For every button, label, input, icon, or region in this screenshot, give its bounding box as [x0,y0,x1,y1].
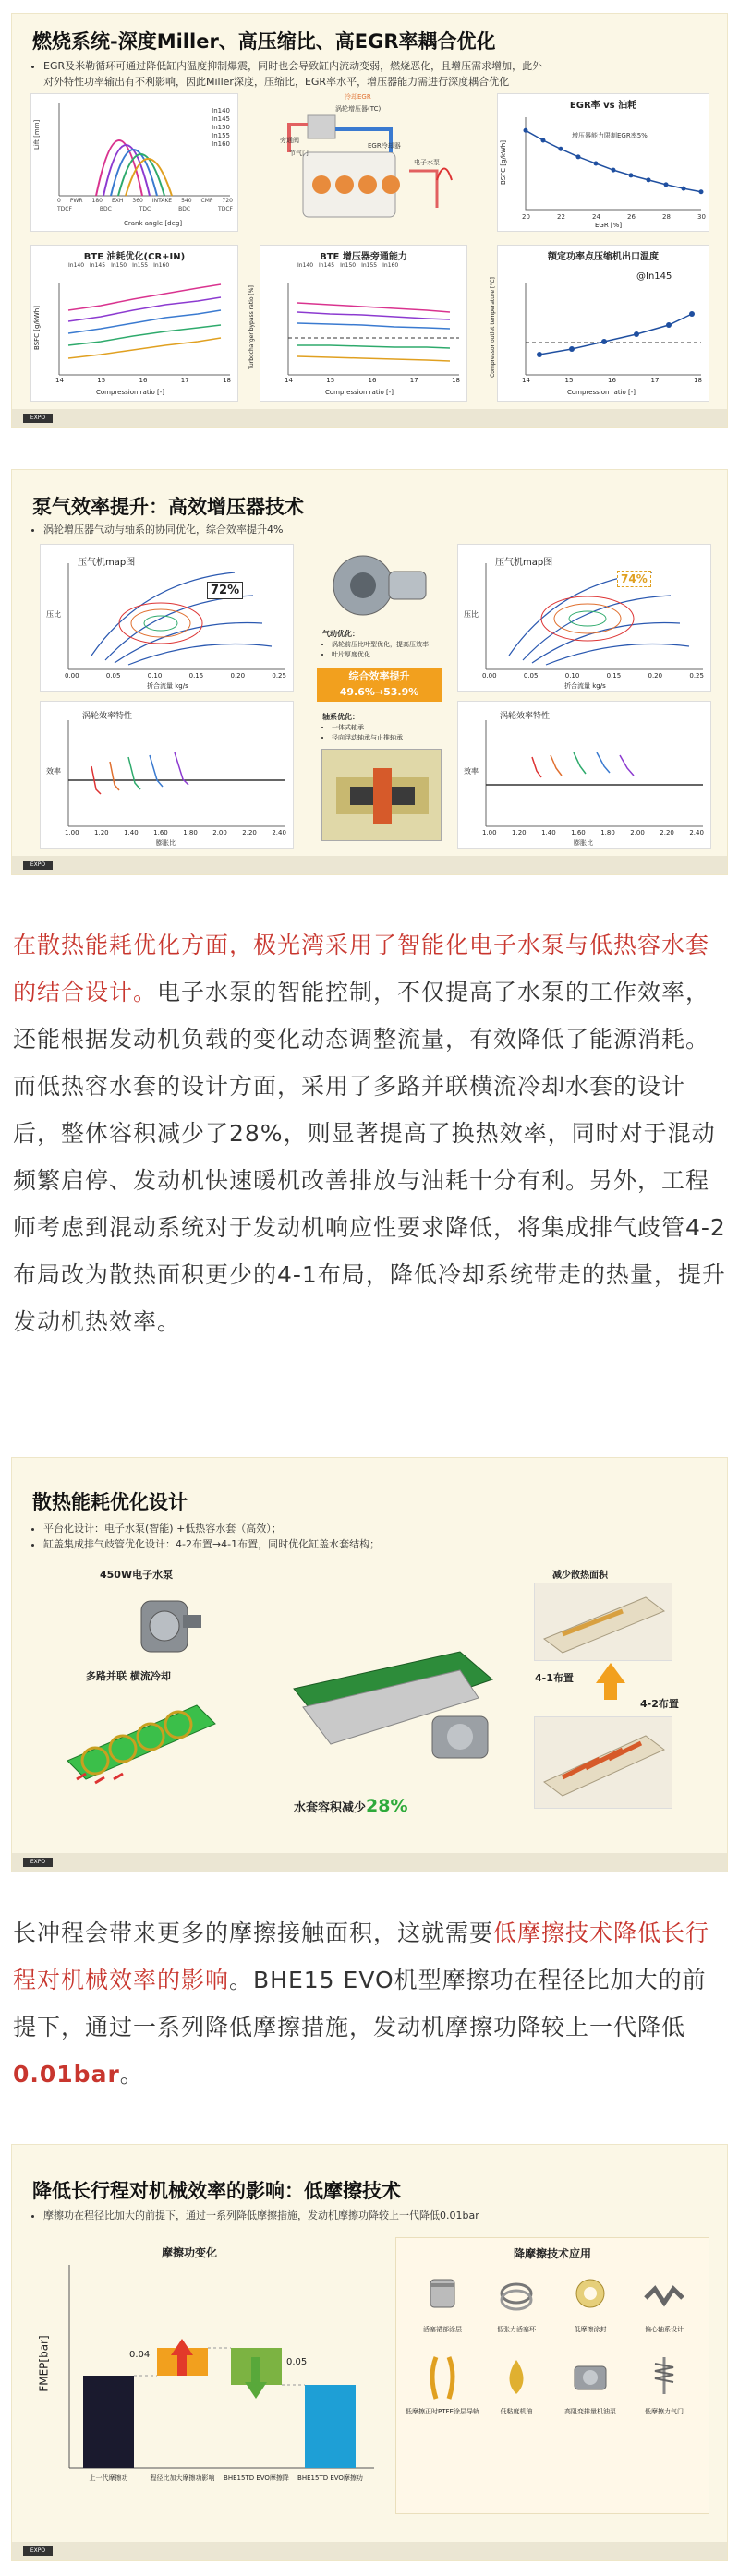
layout-41-image [534,1583,672,1661]
egr-data-point [629,173,634,177]
bearing-image [321,749,442,841]
tech-label: 高阻变排量机油泵 [564,2408,616,2415]
paragraph-text: 长冲程会带来更多的摩擦接触面积，这就需要 [13,1920,494,1946]
tick: 16 [139,377,148,384]
piston-ring-icon [493,2270,539,2321]
category-label: 程径比加大摩擦功影响 [150,2474,215,2482]
layout-41-label: 4-1布置 [535,1672,574,1684]
tick: 16 [368,377,377,384]
egr-data-point [594,162,599,166]
bearing-item: • 一体式轴承 [332,723,452,733]
tick: 2.00 [212,829,227,837]
engine-label: EGR冷却器 [368,142,401,150]
egr-data-point [664,182,669,187]
water-jacket-image [58,1687,224,1798]
y-axis-label: 压比 [46,610,61,619]
aero-item: • 叶片厚度优化 [332,650,452,660]
category-label: BHE15TD EVO摩擦降 [224,2474,289,2482]
turbocharger-svg [317,544,437,627]
slide-footer [12,2542,727,2560]
eff-title: 涡轮效率特性 [82,712,133,721]
chart-title: EGR率 vs 油耗 [569,101,637,111]
tick: 16 [608,377,616,384]
bearing-svg [322,750,442,842]
tech-label: 低摩擦正时PTFE涂层导轨 [406,2408,479,2415]
tick: 14 [522,377,530,384]
egr-data-point [541,138,546,143]
valve-subticks [57,206,233,212]
egr-data-point [682,187,686,191]
paragraph-highlight: 在散热能耗优化方面，极光湾采用了智能化电子水泵与低热容水套的结合设计。 [13,932,710,1005]
legend-item: In160 [212,140,230,148]
tick: 0.15 [188,672,204,680]
category-label: BHE15TD EVO摩擦功 [297,2474,363,2482]
tech-label: 偏心轴系设计 [645,2326,684,2333]
x-axis-label: Compression ratio [-] [567,389,636,396]
x-axis-label: 膨胀比 [156,839,176,847]
cylinder-head-svg [275,1633,506,1781]
tick: 17 [180,377,189,384]
legend-item: In150 [111,262,127,269]
tick: EXH [111,198,124,204]
x-axis-label: Compression ratio [-] [96,389,164,396]
tick: BDC [178,206,191,212]
y-axis-label: Turbocharger bypass ratio [%] [248,285,255,369]
electric-pump-svg [132,1583,206,1666]
valve-spring-icon [641,2353,687,2403]
egr-data-point [699,189,704,194]
tick: 0.05 [105,672,121,680]
x-axis-label: 折合流量 kg/s [564,682,606,690]
slide-footer [12,856,727,874]
volume-text: 水套容积减少 [294,1801,367,1815]
turbine-eff-left [40,701,294,849]
tick: 0.10 [564,672,580,680]
highlight-title: 综合效率提升 [348,670,410,682]
valve-legend [212,107,230,149]
rated-xticks [522,377,702,384]
volume-value: 28% [366,1796,408,1816]
legend-item: In150 [340,262,357,269]
tick: 1.80 [600,829,615,837]
egr-line-svg [498,94,710,233]
bullet-item: • 平台化设计：电子水泵(智能) +低热容水套（高效）； [43,1521,380,1536]
bar-prev-gen [83,2376,134,2468]
egr-tick-label: 22 [557,213,565,221]
slide-footer [12,1853,727,1872]
pump-label: 450W电子水泵 [100,1569,174,1581]
tech-label: 低张力活塞环 [497,2326,536,2333]
bullet-item: • 缸盖集成排气歧管优化设计：4-2布置→4-1布置，同时优化缸盖水套结构； [43,1536,380,1552]
tick: 1.40 [124,829,139,837]
tech-item [479,2353,553,2416]
jacket-label: 多路并联 横流冷却 [86,1670,171,1682]
friction-tech-panel [395,2237,709,2514]
tick: INTAKE [151,198,173,204]
cylinder-head-image [275,1633,506,1781]
tick: 1.00 [482,829,497,837]
engine-label: 旁通阀 [280,137,299,144]
legend-item: In145 [319,262,335,269]
volume-label [294,1796,408,1816]
y-axis-label: FMEP[bar] [37,2335,51,2392]
tick: 0.20 [648,672,663,680]
timing-guide-icon [419,2353,466,2403]
bullet-item: 对外特性功率输出有不利影响，因此Miller深度，压缩比，EGR率水平，增压器能力需进行深度耦合优化 [43,76,510,88]
piston-icon [419,2270,466,2321]
bearing-title: 轴系优化： [322,713,359,721]
bearing-list [332,723,452,743]
article-paragraph [13,1909,726,2098]
tick: 0.10 [147,672,163,680]
egr-data-point [647,177,651,182]
tick: 1.40 [541,829,556,837]
tech-title: 降摩擦技术应用 [513,2247,591,2260]
y-axis-label: Compressor outlet temperature [°C] [489,277,496,378]
bar-evo-result [305,2385,356,2468]
map-xticks [482,672,704,680]
tech-item [627,2353,701,2416]
egr-tick-label: 24 [592,213,600,221]
down-value: 0.05 [286,2357,308,2367]
brand-logo: EXPO [23,2546,53,2556]
tick: 2.20 [660,829,674,837]
layout-42-image [534,1716,672,1809]
bte-cr-chart [30,245,238,402]
efficiency-badge: 74% [617,571,651,587]
tech-label: 低摩擦涂封 [574,2326,607,2333]
tech-item [406,2270,479,2334]
egr-chart [497,93,709,232]
slide-title: 散热能耗优化设计 [32,1491,188,1513]
layout-41-svg [535,1583,673,1662]
tick: 180 [91,198,103,204]
tick: 2.40 [689,829,704,837]
bullet-item: • 摩擦功在程径比加大的前提下，通过一系列降低摩擦措施，发动机摩擦功降较上一代降低0.01bar [43,2208,479,2223]
slide-friction [11,2144,728,2561]
egr-data-point [524,128,528,133]
tick: 17 [650,377,660,384]
paragraph-value: 0.01bar [13,2061,120,2088]
turbocharger-image [317,544,437,627]
aero-title: 气动优化： [322,630,359,638]
paragraph-text: 电子水泵的智能控制，不仅提高了水泵的工作效率，还能根据发动机负载的变化动态调整流量，有效降低了能源消耗。而低热容水套的设计方面，采用了多路并联横流冷却水套的设计后，整体容积减少了28%，则显著提高了换热效率，同时对于混动频繁启停、发动机快速暖机改善排放与油耗十分有利。另外，工程师考虑到混动系统对于发动机响应性要求降低，将集成排气歧管4-2布局改为散热面积更少的4-1布局，降低冷却系统带走的热量，提升发动机热效率。 [13,979,726,1335]
tech-item [553,2270,627,2334]
y-axis-label: 效率 [46,767,61,776]
egr-tick-label: 26 [627,213,636,221]
tick: 0.00 [65,672,79,680]
engine-label: 涡轮增压器(TC) [335,105,382,113]
eff-title: 涡轮效率特性 [500,712,551,721]
engine-label: 冷却EGR [345,93,371,101]
tick: 18 [694,377,702,384]
bte-boost-xticks [285,377,460,384]
slide-cooling [11,1457,728,1872]
tech-item [627,2270,701,2334]
tech-label: 低粘度机油 [500,2408,533,2415]
aero-item: • 涡轮前压比叶型优化，提高压效率 [332,640,452,650]
bte-cr-xticks [55,377,231,384]
oil-icon [493,2353,539,2403]
engine-label: 节气门 [289,150,309,157]
map-title: 压气机map图 [495,558,553,568]
friction-chart [32,2237,383,2533]
tick: 0.05 [523,672,539,680]
oil-pump-icon [567,2353,613,2403]
compressor-map-svg [41,545,295,692]
chart-title: 摩擦功变化 [162,2246,218,2259]
tick: 0 [57,198,61,204]
tick: 1.60 [571,829,586,837]
y-axis-label: 压比 [464,610,479,619]
bullet-list [43,1521,380,1552]
legend-item: In140 [297,262,314,269]
bullet-list [43,58,709,90]
slide-combustion [11,13,728,428]
tick: 15 [564,377,574,384]
map-xticks [65,672,286,680]
tech-item [479,2270,553,2334]
tech-item [553,2353,627,2416]
legend-item: In155 [361,262,378,269]
tick: 720 [222,198,233,204]
x-axis-label: EGR [%] [595,222,623,229]
tick: BDC [99,206,112,212]
turbine-eff-right [457,701,711,849]
tick: 540 [181,198,192,204]
up-arrow-icon [596,1663,625,1683]
turbine-eff-svg [458,702,712,849]
turbine-eff-svg [41,702,295,849]
tech-grid [406,2270,701,2416]
efficiency-badge: 72% [207,582,243,599]
bte-boost-chart [248,245,467,402]
tick: 0.00 [482,672,497,680]
tick: 15 [97,377,106,384]
brand-logo: EXPO [23,1858,53,1867]
legend-item: In155 [212,132,230,139]
egr-data-point [559,147,563,151]
y-axis-label: BSFC [g/kWh] [499,140,507,185]
tick: 2.00 [630,829,645,837]
tick: 0.20 [230,672,246,680]
tick: 1.20 [512,829,527,837]
paragraph-text: 。BHE15 EVO机型摩擦功在程径比加大的前提下，通过一系列降低摩擦措施，发动机摩擦功降较上一代降低 [13,1967,707,2040]
tick: 0.15 [606,672,622,680]
egr-data-point [576,154,581,159]
tick: 1.20 [94,829,109,837]
brand-logo: EXPO [23,414,53,423]
tick: 1.80 [183,829,198,837]
map-title: 压气机map图 [78,558,136,568]
engine-label: 电子水泵 [414,159,440,166]
bullet-list [43,2208,479,2223]
legend-item: In160 [382,262,399,269]
slide-turbo [11,469,728,875]
eff-xticks [65,829,286,837]
tick: 0.25 [689,672,704,680]
y-axis-label: BSFC [g/kWh] [32,306,41,350]
chart-title: 额定功率点压缩机出口温度 [548,252,659,262]
slide-footer [12,409,727,427]
electric-pump-image [132,1583,206,1666]
tick: TDCF [218,206,233,212]
reduce-label: 减少散热面积 [552,1571,608,1581]
tick: 14 [285,377,293,384]
tick: 1.60 [153,829,168,837]
bullet-list [43,522,283,537]
crankshaft-icon [641,2270,687,2321]
legend-item: In155 [132,262,149,269]
egr-data-point [612,168,616,173]
aero-list [332,640,452,660]
compressor-map-right [457,544,711,692]
friction-bars-svg [32,2237,383,2533]
tick: 1.00 [65,829,79,837]
legend-item: In140 [68,262,85,269]
tick: TDC [139,206,151,212]
valve-lift-chart [30,93,238,232]
highlight-value: 49.6%→53.9% [339,686,419,698]
brand-logo: EXPO [23,861,53,870]
up-value: 0.04 [129,2350,151,2360]
x-axis-label: 膨胀比 [574,839,593,847]
tick: 2.20 [242,829,257,837]
bullet-item: • EGR及米勒循环可通过降低缸内温度抑制爆震，同时也会导致缸内流动变弱，燃烧恶化，且增压需求增加，此外 [43,58,709,74]
tech-label: 低摩擦力气门 [645,2408,684,2415]
paragraph-text: 。 [119,2061,144,2088]
compressor-map-svg [458,545,712,692]
chart-title: BTE 油耗优化(CR+IN) [83,252,186,262]
compressor-map-left [40,544,294,692]
efficiency-highlight [317,668,442,702]
tick: 360 [132,198,143,204]
slide-title: 燃烧系统-深度Miller、高压缩比、高EGR率耦合优化 [32,30,496,53]
y-axis-label: 效率 [464,767,479,776]
valve-xticks [57,198,233,204]
legend-item: In160 [153,262,170,269]
tick: 18 [223,377,231,384]
slide-title: 降低长行程对机械效率的影响：低摩擦技术 [32,2180,401,2202]
legend-item: In145 [212,115,230,123]
x-axis-label: Crank angle [deg] [124,220,183,227]
egr-tick-label: 30 [697,213,706,221]
tick: PWR [69,198,83,204]
tech-label: 活塞裙部涂层 [423,2326,462,2333]
seal-icon [567,2270,613,2321]
tick: 2.40 [272,829,286,837]
rated-power-chart [489,245,709,402]
tick: 14 [55,377,64,384]
legend-item: In140 [212,107,230,114]
eff-xticks [482,829,704,837]
chart-note: 增压器能力限制EGR率5% [572,132,648,139]
egr-tick-label: 20 [522,213,530,221]
tick: 17 [409,377,418,384]
category-label: 上一代摩擦功 [89,2474,128,2482]
chart-title: BTE 增压器旁通能力 [320,252,407,262]
layout-42-label: 4-2布置 [640,1698,679,1710]
chart-tag: @In145 [636,271,672,282]
tick: 15 [326,377,335,384]
engine-schematic [252,88,483,235]
layout-42-svg [535,1717,673,1810]
x-axis-label: Compression ratio [-] [325,389,394,396]
water-jacket-svg [58,1687,224,1798]
up-arrow-stem [604,1683,617,1700]
slide-title: 泵气效率提升：高效增压器技术 [32,496,304,518]
x-axis-label: 折合流量 kg/s [147,682,188,690]
paragraph-highlight: 低摩擦技术降低长行程对机械效率的影响 [13,1920,710,1993]
tick: 0.25 [272,672,286,680]
bullet-item: • 涡轮增压器气动与轴系的协同优化，综合效率提升4% [43,522,283,537]
tick: TDCF [57,206,72,212]
y-axis-label: Lift [mm] [33,119,41,150]
egr-tick-label: 28 [662,213,671,221]
legend-item: In150 [212,124,230,131]
tick: 18 [452,377,460,384]
bearing-item: • 径向浮动轴承与止推轴承 [332,733,452,743]
legend-item: In145 [90,262,106,269]
article-paragraph [13,921,726,1345]
tick: CMP [200,198,213,204]
tech-item [406,2353,479,2416]
